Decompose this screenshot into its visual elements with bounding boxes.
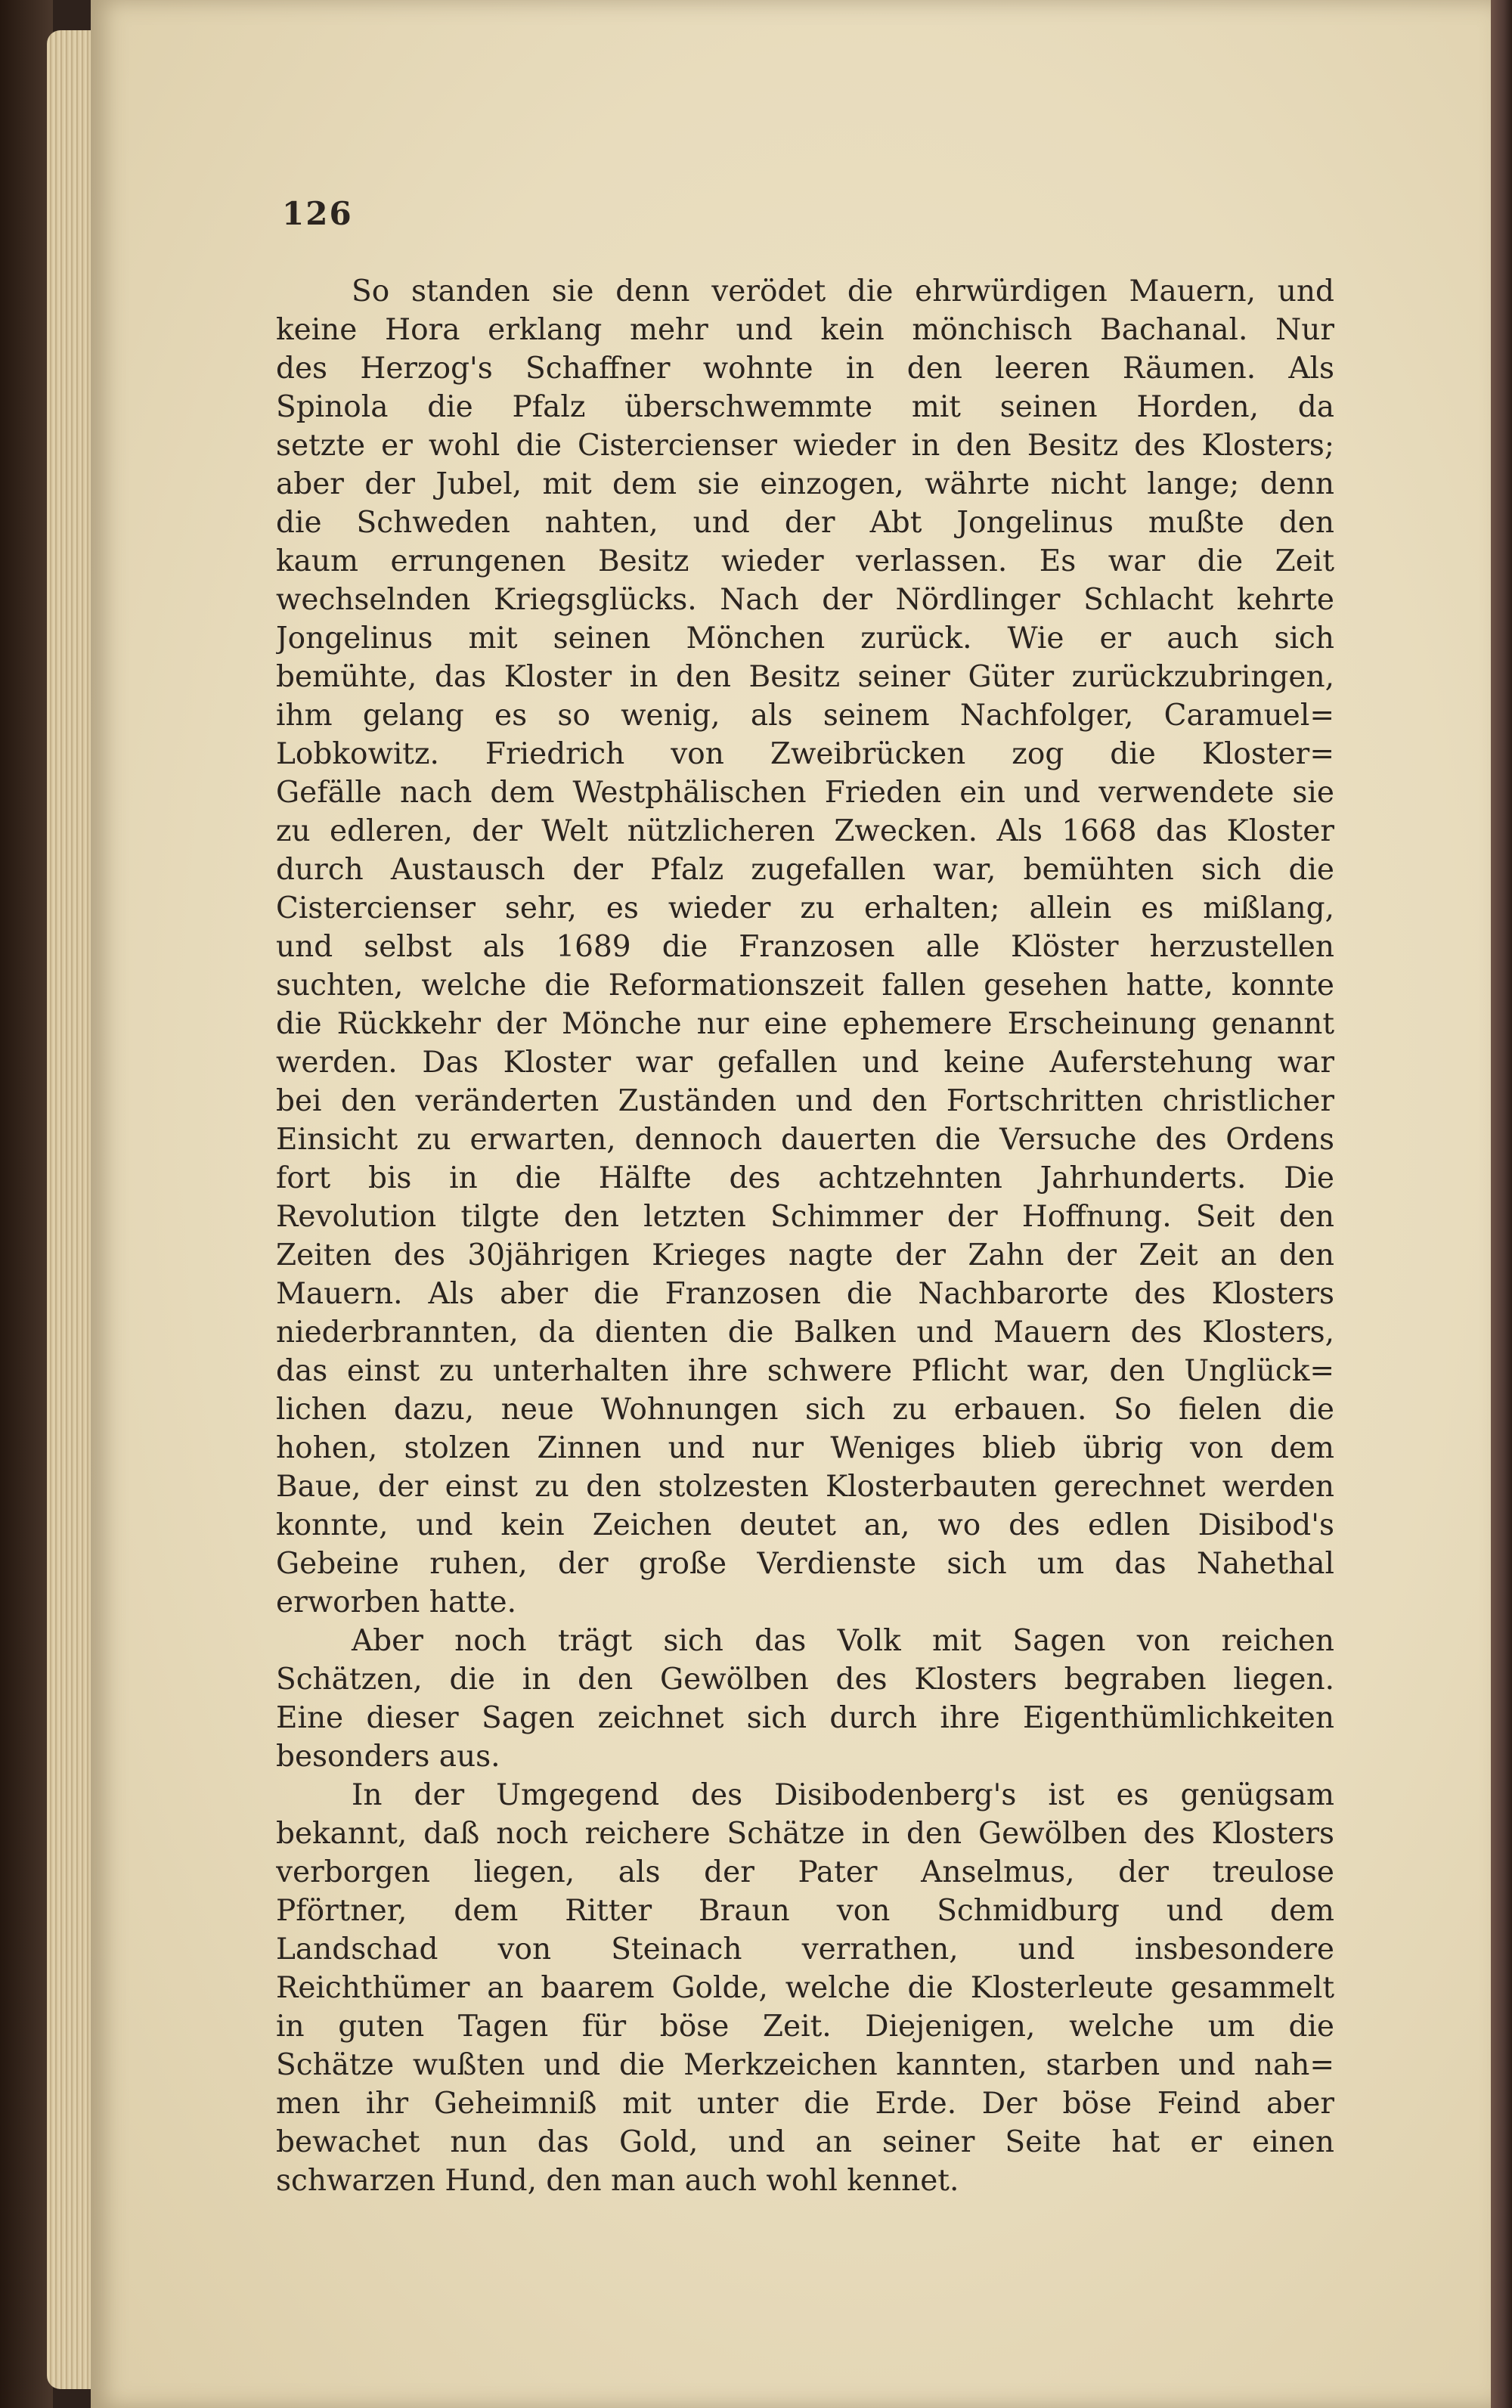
text-line: setzte er wohl die Cistercienser wieder in den Besitz des Klosters; [276, 429, 1334, 463]
text-line: kaum errungenen Besitz wieder verlassen. Es war die Zeit [276, 544, 1334, 578]
text-line: Mauern. Als aber die Franzosen die Nachbarorte des Klosters [276, 1277, 1334, 1311]
book-cover-left [0, 0, 53, 2408]
text-line: hohen, stolzen Zinnen und nur Weniges blieb übrig von dem [276, 1431, 1334, 1465]
text-line: zu edleren, der Welt nützlicheren Zwecken. Als 1668 das Kloster [276, 814, 1334, 848]
text-line: besonders aus. [276, 1740, 500, 1774]
page-text-body [276, 272, 1334, 2200]
book-cover-right [1491, 0, 1512, 2408]
text-line: Cistercienser sehr, es wieder zu erhalten; allein es mißlang, [276, 891, 1334, 925]
text-line: die Rückkehr der Mönche nur eine ephemere Erscheinung genannt [276, 1007, 1334, 1041]
text-line: Baue, der einst zu den stolzesten Klosterbauten gerechnet werden [276, 1470, 1334, 1504]
text-line: Eine dieser Sagen zeichnet sich durch ihre Eigenthümlichkeiten [276, 1701, 1334, 1735]
text-line: Einsicht zu erwarten, dennoch dauerten die Versuche des Ordens [276, 1123, 1334, 1157]
text-line: bei den veränderten Zuständen und den Fortschritten christlicher [276, 1084, 1334, 1118]
text-line: erworben hatte. [276, 1585, 516, 1619]
text-line: das einst zu unterhalten ihre schwere Pflicht war, den Unglück= [276, 1354, 1334, 1388]
text-line: Gefälle nach dem Westphälischen Frieden ein und verwendete sie [276, 776, 1334, 810]
text-line: bekannt, daß noch reichere Schätze in den Gewölben des Klosters [276, 1817, 1334, 1851]
text-line: konnte, und kein Zeichen deutet an, wo des edlen Disibod's [276, 1508, 1334, 1542]
text-line: lichen dazu, neue Wohnungen sich zu erbauen. So fielen die [276, 1393, 1334, 1427]
text-line: die Schweden nahten, und der Abt Jongelinus mußte den [276, 506, 1334, 540]
text-line: des Herzog's Schaffner wohnte in den leeren Räumen. Als [276, 352, 1334, 386]
text-line: bewachet nun das Gold, und an seiner Seite hat er einen [276, 2125, 1334, 2159]
text-line: Schätze wußten und die Merkzeichen kannten, starben und nah= [276, 2048, 1334, 2082]
text-line: ihm gelang es so wenig, als seinem Nachfolger, Caramuel= [276, 699, 1334, 733]
text-line: werden. Das Kloster war gefallen und keine Auferstehung war [276, 1046, 1334, 1080]
text-line: Pförtner, dem Ritter Braun von Schmidburg und dem [276, 1894, 1334, 1928]
text-line: fort bis in die Hälfte des achtzehnten Jahrhunderts. Die [276, 1161, 1334, 1195]
text-line: Spinola die Pfalz überschwemmte mit seinen Horden, da [276, 390, 1334, 424]
text-line: Revolution tilgte den letzten Schimmer der Hoffnung. Seit den [276, 1200, 1334, 1234]
text-line: wechselnden Kriegsglücks. Nach der Nördlinger Schlacht kehrte [276, 583, 1334, 617]
text-line: schwarzen Hund, den man auch wohl kennet. [276, 2164, 959, 2198]
text-line: suchten, welche die Reformationszeit fallen gesehen hatte, konnte [276, 968, 1334, 1003]
text-line: So standen sie denn verödet die ehrwürdigen Mauern, und [352, 274, 1334, 308]
text-line: durch Austausch der Pfalz zugefallen war, bemühten sich die [276, 853, 1334, 887]
text-line: verborgen liegen, als der Pater Anselmus, der treulose [276, 1855, 1334, 1889]
text-line: men ihr Geheimniß mit unter die Erde. Der böse Feind aber [276, 2087, 1334, 2121]
page-number: 126 [282, 195, 353, 232]
text-line: Gebeine ruhen, der große Verdienste sich um das Nahethal [276, 1547, 1334, 1581]
text-line: Lobkowitz. Friedrich von Zweibrücken zog die Kloster= [276, 737, 1334, 771]
text-line: Aber noch trägt sich das Volk mit Sagen von reichen [352, 1624, 1334, 1658]
text-line: und selbst als 1689 die Franzosen alle Klöster herzustellen [276, 930, 1334, 964]
text-line: Jongelinus mit seinen Mönchen zurück. Wie er auch sich [276, 621, 1334, 655]
text-line: aber der Jubel, mit dem sie einzogen, währte nicht lange; denn [276, 467, 1334, 501]
text-line: keine Hora erklang mehr und kein mönchisch Bachanal. Nur [276, 313, 1334, 347]
text-line: Reichthümer an baarem Golde, welche die Klosterleute gesammelt [276, 1971, 1334, 2005]
text-line: bemühte, das Kloster in den Besitz seiner Güter zurückzubringen, [276, 660, 1334, 694]
text-line: In der Umgegend des Disibodenberg's ist es genügsam [352, 1778, 1334, 1812]
text-line: niederbrannten, da dienten die Balken und Mauern des Klosters, [276, 1316, 1334, 1350]
text-line: Schätzen, die in den Gewölben des Klosters begraben liegen. [276, 1663, 1334, 1697]
text-line: Landschad von Steinach verrathen, und insbesondere [276, 1932, 1334, 1966]
text-line: in guten Tagen für böse Zeit. Diejenigen, welche um die [276, 2010, 1334, 2044]
text-line: Zeiten des 30jährigen Krieges nagte der Zahn der Zeit an den [276, 1238, 1334, 1272]
